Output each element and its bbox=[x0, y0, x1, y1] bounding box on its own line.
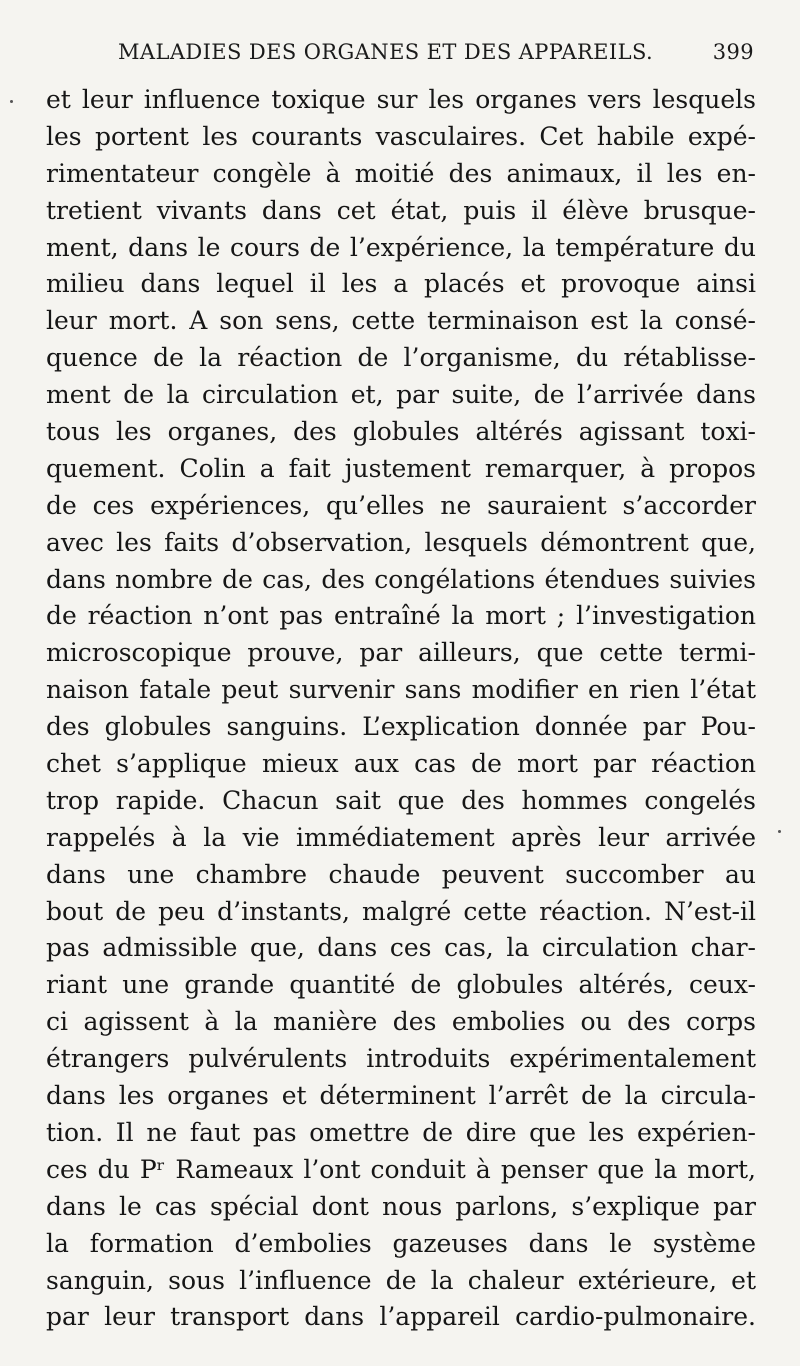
text-line: naison fatale peut survenir sans modifier en rien l’état bbox=[46, 675, 756, 705]
text-line: riant une grande quantité de globules altérés, ceux- bbox=[46, 970, 756, 1000]
text-line: dans le cas spécial dont nous parlons, s’explique par bbox=[46, 1191, 756, 1221]
text-line: ment, dans le cours de l’expérience, la température du bbox=[46, 232, 756, 262]
text-line: quence de la réaction de l’organisme, du rétablisse- bbox=[46, 343, 756, 373]
page-number: 399 bbox=[712, 40, 754, 64]
text-line: tretient vivants dans cet état, puis il élève brusque- bbox=[46, 195, 756, 225]
text-line: étrangers pulvérulents introduits expérimentalement bbox=[46, 1044, 756, 1074]
text-line: rimentateur congèle à moitié des animaux, il les en- bbox=[46, 158, 756, 188]
print-speck bbox=[778, 830, 781, 833]
text-line: quement. Colin a fait justement remarquer, à propos bbox=[46, 453, 756, 483]
text-line: et leur influence toxique sur les organes vers lesquels bbox=[46, 85, 756, 114]
text-line: de réaction n’ont pas entraîné la mort ; l’investigation bbox=[46, 601, 756, 631]
text-line: dans les organes et déterminent l’arrêt de la circula- bbox=[46, 1081, 756, 1111]
text-line: tion. Il ne faut pas omettre de dire que les expérien- bbox=[46, 1117, 756, 1147]
text-line: de ces expériences, qu’elles ne sauraient s’accorder bbox=[46, 490, 756, 520]
text-line: dans une chambre chaude peuvent succomber au bbox=[46, 859, 756, 889]
text-line: sanguin, sous l’influence de la chaleur extérieure, et bbox=[46, 1265, 756, 1295]
text-line: trop rapide. Chacun sait que des hommes congelés bbox=[46, 785, 756, 815]
text-line: par leur transport dans l’appareil cardio-pulmonaire. bbox=[46, 1302, 756, 1332]
running-title: MALADIES DES ORGANES ET DES APPAREILS. bbox=[118, 40, 654, 64]
text-line: microscopique prouve, par ailleurs, que cette termi- bbox=[46, 638, 756, 668]
text-line: chet s’applique mieux aux cas de mort par réaction bbox=[46, 749, 756, 779]
text-line: bout de peu d’instants, malgré cette réaction. N’est-il bbox=[46, 896, 756, 926]
running-head bbox=[118, 40, 758, 76]
text-line: les portent les courants vasculaires. Cet habile expé- bbox=[46, 121, 756, 151]
text-line: ces du Pʳ Rameaux l’ont conduit à penser que la mort, bbox=[46, 1154, 756, 1184]
text-line: la formation d’embolies gazeuses dans le système bbox=[46, 1228, 756, 1258]
text-line: des globules sanguins. L’explication donnée par Pou- bbox=[46, 712, 756, 742]
print-speck bbox=[10, 100, 13, 103]
text-line: ci agissent à la manière des embolies ou des corps bbox=[46, 1007, 756, 1037]
text-line: tous les organes, des globules altérés agissant toxi- bbox=[46, 417, 756, 447]
text-line: ment de la circulation et, par suite, de l’arrivée dans bbox=[46, 380, 756, 410]
text-line: leur mort. A son sens, cette terminaison est la consé- bbox=[46, 306, 756, 336]
text-line: milieu dans lequel il les a placés et provoque ainsi bbox=[46, 269, 756, 299]
text-line: pas admissible que, dans ces cas, la circulation char- bbox=[46, 933, 756, 963]
body-text bbox=[46, 82, 756, 1336]
text-line: dans nombre de cas, des congélations étendues suivies bbox=[46, 564, 756, 594]
text-line: rappelés à la vie immédiatement après leur arrivée bbox=[46, 822, 756, 852]
text-line: avec les faits d’observation, lesquels démontrent que, bbox=[46, 527, 756, 557]
